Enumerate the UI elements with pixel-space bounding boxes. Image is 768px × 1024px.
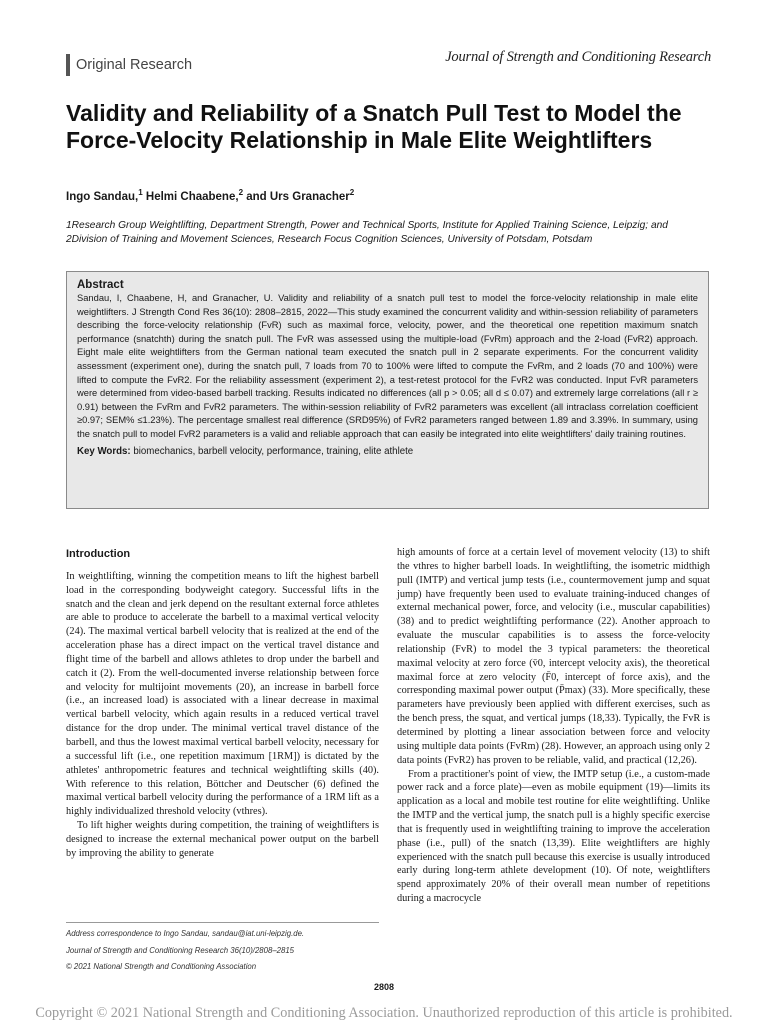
affiliations xyxy=(66,219,726,248)
abstract-text: Sandau, I, Chaabene, H, and Granacher, U. Validity and reliability of a snatch pull test to model the force-velocity relationship in male elite weightlifters. J Strength Cond Res 36(10): 2808–2815, 2022—This study examined the concurrent validity and within-session reliability of parameters describing the force-velocity relationship (FvR) such as maximal force, velocity, power, and the theoretical one repetition maximum snatch performance (snatchth) during the snatch pull. The FvR was assessed using the multiple-load (FvRm) approach and the 2-load (FvR2) approach. Eight male elite weightlifters from the German national team executed the snatch pull in 2 separate experiments. For the concurrent validity assessment (experiment one), during the snatch pull, 7 loads from 70 to 100% were lifted to compute the FvRm, and 2 loads (70 and 100%) were lifted to compute the FvR2. For the reliability assessment (experiment 2), a test-retest protocol for the FvR2 was conducted. Input FvR parameters were determined from video-based barbell tracking. Results indicated no differences (all p > 0.05; all d ≤ 0.07) and extremely large correlations (all r ≥ 0.91) between the FvRm and FvR2 parameters. The within-session reliability of FvR2 parameters was excellent (all intraclass correlation coefficient ≥0.97; SEM% ≤1.23%). The percentage smallest real difference (SRD95%) of FvR2 parameters ranged between 1.89 and 3.39%. In summary, using the snatch pull to model FvR2 parameters is a valid and reliable approach that can easily be integrated into elite weightlifters' daily training routines. xyxy=(77,293,698,439)
body-left-column xyxy=(66,548,379,861)
keywords-list: biomechanics, barbell velocity, performance, training, elite athlete xyxy=(133,445,414,457)
affiliation-2: 2Division of Training and Movement Sciences, Research Focus Cognition Sciences, University of Potsdam, Potsdam xyxy=(66,234,593,246)
section-label-text: Original Research xyxy=(76,57,193,73)
body-paragraph: From a practitioner's point of view, the IMTP setup (i.e., a custom-made power rack and a force plate)—even as mobile equipment (19)—limits its application as a local and mobile test routine for elite weightlifting. Unlike the IMTP and the vertical jump, the snatch pull is a highly specific exercise that is frequently used in weightlifting training to improve the acceleration phase (i.e., pull) of the snatch (13,39). Elite weightlifters are highly experienced with the snatch pull because this exercise is usually introduced early during long-term athlete development (10). Of note, weightlifters spend approximately 20% of their overall mean number of repetitions during a macrocycle xyxy=(397,768,710,905)
abstract-heading: Abstract xyxy=(77,279,124,291)
copyright-note: © 2021 National Strength and Conditioning Association xyxy=(66,962,257,971)
body-right-column xyxy=(397,546,710,906)
keywords xyxy=(77,446,698,457)
copyright-footer: Copyright © 2021 National Strength and Conditioning Association. Unauthorized reproduction of this article is prohibited. xyxy=(35,1005,733,1021)
body-paragraph: To lift higher weights during competition, the training of weightlifters is designed to increase the external mechanical power output on the barbell by improving the ability to generate xyxy=(66,820,379,859)
journal-citation: Journal of Strength and Conditioning Research 36(10)/2808–2815 xyxy=(66,945,295,955)
footnotes xyxy=(66,922,379,976)
correspondence-note: Address correspondence to Ingo Sandau, sandau@iat.uni-leipzig.de. xyxy=(66,929,305,938)
body-paragraph: In weightlifting, winning the competition means to lift the highest barbell load in the corresponding bodyweight category. Successful lifts in the snatch and the clean and jerk depend on the resultant external force athletes are able to produce to accelerate the barbell to a maximal vertical velocity (24). The maximal vertical barbell velocity that is realized at the end of the acceleration phase has a direct impact on the vertical travel distance and flight time of the barbell and allows athletes to drop under the barbell and catch it (2). From the well-documented inverse relationship between force and velocity for multijoint movements (20), an increase in barbell force (i.e., an increased load) is associated with a linear decrease in maximal vertical barbell velocity, which again results in a reduced vertical travel distance for the drop under. The minimal vertical travel distance of the barbell, and thus the lowest maximal vertical barbell velocity, necessary for a successful lift (i.e., one repetition maximum [1RM]) is dictated by the athletes' anthropometric features and technical weightlifting skills (40). With reference to this relation, Böttcher and Deutscher (6) defined the maximal vertical barbell velocity during the performance of a 1RM lift as a highly individualized threshold velocity (vthres). xyxy=(66,570,379,818)
affiliation-1: 1Research Group Weightlifting, Department Strength, Power and Technical Sports, Institute for Applied Training Science, Leipzig; and xyxy=(66,220,668,231)
paper-title: Validity and Reliability of a Snatch Pull Test to Model the Force-Velocity Relationship in Male Elite Weightlifters xyxy=(66,100,682,153)
section-label-bar xyxy=(66,54,70,76)
introduction-heading: Introduction xyxy=(66,548,131,560)
journal-logo: Journal of Strength and Conditioning Research xyxy=(445,49,711,65)
body-paragraph: high amounts of force at a certain level of movement velocity (13) to shift the vthres to higher barbell loads. In weightlifting, the isometric midthigh pull (IMTP) and vertical jump tests (i.e., countermovement jump and squat jump) have frequently been used to evaluate training-induced changes of external mechanical power, force, and velocity (i.e., muscular capabilities) (38) and to predict weightlifting performance (22). Another approach to evaluate the muscular capabilities is to assess the force-velocity relationship (FvR) to model the 3 typical parameters: the theoretical maximal velocity at zero force (v̄0, intercept velocity axis), the theoretical maximal force at zero velocity (F̄0, intercept of force axis), and the corresponding maximal power output (P̄max) (33). More specifically, these parameters have previously been applied with different exercises, such as the bench press, the squat, and vertical jumps (18,33). Typically, the FvR is determined by plotting a linear association between force and velocity using multiple data points (FvRm) (28). However, an approach using only 2 data points (FvR2) has proven to be reliable, valid, and practical (12,26). xyxy=(397,547,710,766)
author-list: Ingo Sandau,$^1$ Helmi Chaabene,$^2$ and Urs Granacher$^2$ xyxy=(66,188,355,203)
page-number: 2808 xyxy=(373,982,395,992)
keywords-label: Key Words: xyxy=(77,445,131,457)
abstract-box xyxy=(66,271,709,509)
section-label xyxy=(66,53,192,77)
